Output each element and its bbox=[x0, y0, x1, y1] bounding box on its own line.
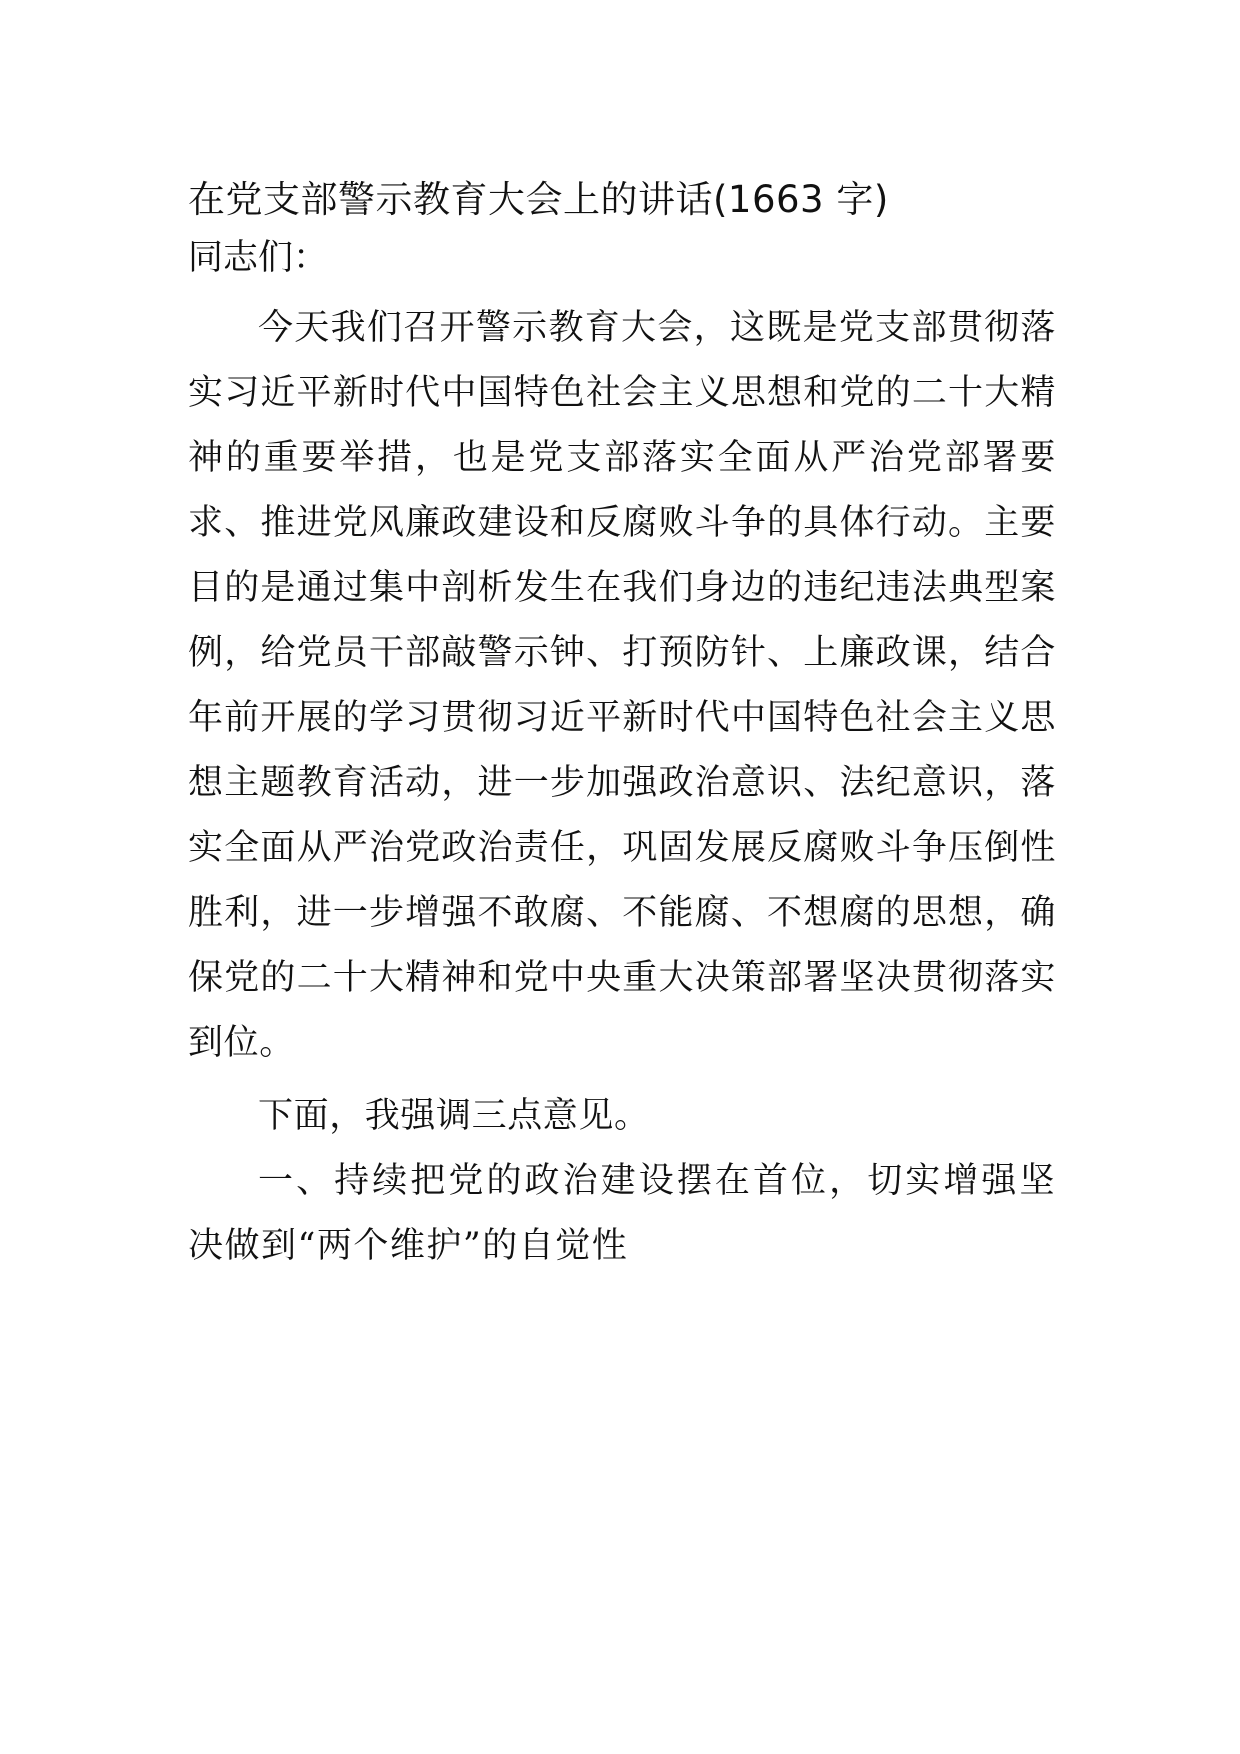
salutation: 同志们： bbox=[188, 238, 329, 278]
intro-paragraph: 今天我们召开警示教育大会，这既是党支部贯彻落实习近平新时代中国特色社会主义思想和党的二十大精神的重要举措，也是党支部落实全面从严治党部署要求、推进党风廉政建设和反腐败斗争的具体行动。主要目的是通过集中剖析发生在我们身边的违纪违法典型案例，给党员干部敲警示钟、打预防针、上廉政课，结合年前开展的学习贯彻习近平新时代中国特色社会主义思想主题教育活动，进一步加强政治意识、法纪意识，落实全面从严治党政治责任，巩固发展反腐败斗争压倒性胜利，进一步增强不敢腐、不能腐、不想腐的思想，确保党的二十大精神和党中央重大决策部署坚决贯彻落实到位。 bbox=[188, 308, 1056, 1063]
section-heading-one: 一、持续把党的政治建设摆在首位，切实增强坚决做到“两个维护”的自觉性 bbox=[188, 1161, 1056, 1266]
transition-paragraph: 下面，我强调三点意见。 bbox=[258, 1096, 650, 1136]
document-body bbox=[188, 170, 1056, 1279]
document-title: 在党支部警示教育大会上的讲话(1663 字) bbox=[188, 178, 889, 221]
